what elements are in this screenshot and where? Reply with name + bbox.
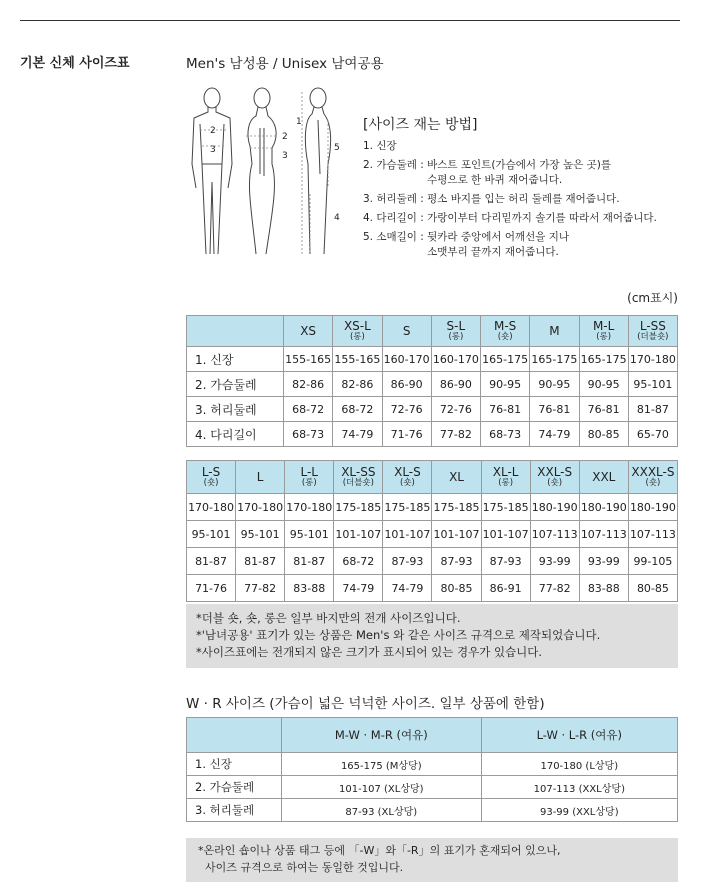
table-cell: 87-93 (383, 548, 432, 575)
figure-label: 1 (296, 117, 302, 127)
table-corner (187, 316, 284, 347)
size-header-main: XL-S (394, 465, 421, 479)
figure-label: 4 (334, 213, 340, 223)
table-cell: 90-95 (530, 372, 579, 397)
row-label: 2. 가슴둘레 (187, 372, 284, 397)
table-cell: 160-170 (382, 347, 431, 372)
row-label: 1. 신장 (187, 347, 284, 372)
table-cell: 90-95 (579, 372, 628, 397)
table-cell: 68-72 (334, 548, 383, 575)
table-cell: 93-99 (579, 548, 628, 575)
measurement-guide (363, 118, 657, 264)
size-header-sub: (롱) (498, 478, 514, 488)
table-cell: 77-82 (236, 575, 285, 602)
size-header (334, 461, 383, 494)
table-cell: 68-72 (333, 397, 382, 422)
size-header-main: S (402, 324, 411, 338)
size-header (284, 316, 333, 347)
table-cell: 107-113 (579, 521, 628, 548)
table-row (187, 575, 678, 602)
table-row (187, 548, 678, 575)
table-cell: 74-79 (530, 422, 579, 447)
table-cell: 83-88 (579, 575, 628, 602)
size-header (333, 316, 382, 347)
size-header-main: M-S (493, 319, 517, 333)
table-cell: 101-107 (383, 521, 432, 548)
measure-item: 2. 가슴둘레 : 바스트 포인트(가슴에서 가장 높은 곳)를 수평으로 한 바퀴 재어줍니다. (363, 159, 611, 186)
note-line: *사이즈표에는 전개되지 않은 크기가 표시되어 있는 경우가 있습니다. (196, 645, 543, 659)
size-header (432, 461, 481, 494)
size-header (382, 316, 431, 347)
size-header (481, 316, 530, 347)
table-cell: 74-79 (334, 575, 383, 602)
table-cell: 180-190 (628, 494, 677, 521)
table-cell: 170-180 (285, 494, 334, 521)
size-header-main: L-L (300, 465, 318, 479)
table-cell: 82-86 (333, 372, 382, 397)
table-cell: 71-76 (187, 575, 236, 602)
table-cell: 170-180 (L상당) (481, 753, 677, 776)
row-label: 3. 허리둘레 (187, 397, 284, 422)
table-cell: 101-107 (432, 521, 481, 548)
size-header: M-W · M-R (여유) (282, 718, 482, 753)
size-header-main: XL-L (492, 465, 519, 479)
table-cell: 155-165 (284, 347, 333, 372)
table-cell: 86-90 (382, 372, 431, 397)
table-cell: 101-107 (XL상당) (282, 776, 482, 799)
size-header-sub: (롱) (448, 332, 464, 342)
table-cell: 95-101 (285, 521, 334, 548)
size-header-sub: (롱) (349, 332, 365, 342)
size-table-subtitle: Men's 남성용 / Unisex 남여공용 (186, 56, 384, 72)
size-header (285, 461, 334, 494)
table-cell: 68-73 (481, 422, 530, 447)
size-header-main: S-L (446, 319, 466, 333)
table-cell: 107-113 (628, 521, 677, 548)
measure-item: 1. 신장 (363, 140, 397, 152)
size-header-sub: (더블숏) (637, 332, 669, 342)
table-row (187, 494, 678, 521)
size-header-main: XXL-S (537, 465, 573, 479)
table-cell: 81-87 (187, 548, 236, 575)
table-cell: 160-170 (431, 347, 480, 372)
table-row (187, 372, 678, 397)
table-row (187, 753, 678, 776)
table-cell: 175-185 (432, 494, 481, 521)
table-cell: 72-76 (431, 397, 480, 422)
table-cell: 81-87 (236, 548, 285, 575)
size-header-main: M (549, 324, 560, 338)
wr-notes (186, 838, 678, 882)
size-header: L-W · L-R (여유) (481, 718, 677, 753)
table-cell: 180-190 (579, 494, 628, 521)
size-table-main (186, 315, 678, 447)
size-header-sub: (숏) (203, 478, 219, 488)
table-cell: 80-85 (432, 575, 481, 602)
measure-item: 4. 다리길이 : 가랑이부터 다리밑까지 솔기를 따라서 재어줍니다. (363, 212, 657, 224)
size-header-sub: (숏) (547, 478, 563, 488)
size-header-main: XXXL-S (631, 465, 675, 479)
size-header-main: XXL (592, 470, 616, 484)
size-notes (186, 604, 678, 668)
table-cell: 82-86 (284, 372, 333, 397)
size-header (236, 461, 285, 494)
size-header-main: L-S (201, 465, 221, 479)
note-line: 사이즈 규격으로 하여는 동일한 것입니다. (198, 861, 404, 874)
measure-item: 5. 소매길이 : 뒷카라 중앙에서 어깨선을 지나 소맷부리 끝까지 재어줍니다. (363, 231, 570, 258)
table-cell: 101-107 (334, 521, 383, 548)
table-cell: 87-93 (XL상당) (282, 799, 482, 822)
table-cell: 76-81 (481, 397, 530, 422)
size-header (383, 461, 432, 494)
size-header (431, 316, 480, 347)
table-cell: 74-79 (333, 422, 382, 447)
table-cell: 74-79 (383, 575, 432, 602)
table-cell: 81-87 (285, 548, 334, 575)
wr-size-table (186, 717, 678, 822)
table-cell: 165-175 (530, 347, 579, 372)
table-cell: 77-82 (431, 422, 480, 447)
figure-label: 3 (210, 145, 216, 155)
size-header-sub: (숏) (497, 332, 513, 342)
size-header (481, 461, 530, 494)
size-header (530, 461, 579, 494)
table-cell: 107-113 (530, 521, 579, 548)
size-header (187, 461, 236, 494)
table-cell: 170-180 (236, 494, 285, 521)
figure-label: 2 (210, 126, 216, 136)
table-cell: 165-175 (579, 347, 628, 372)
table-cell: 175-185 (383, 494, 432, 521)
table-cell: 95-101 (187, 521, 236, 548)
size-header (579, 316, 628, 347)
table-header-row (187, 461, 678, 494)
table-cell: 86-90 (431, 372, 480, 397)
table-cell: 93-99 (530, 548, 579, 575)
table-cell: 95-101 (628, 372, 677, 397)
note-line: *'남녀공용' 표기가 있는 상품은 Men's 와 같은 사이즈 규격으로 제작되었습니다. (196, 628, 601, 642)
table-row (187, 776, 678, 799)
table-cell: 68-72 (284, 397, 333, 422)
table-cell: 175-185 (334, 494, 383, 521)
table-cell: 86-91 (481, 575, 530, 602)
table-cell: 170-180 (187, 494, 236, 521)
row-label: 2. 가슴둘레 (187, 776, 282, 799)
table-cell: 101-107 (481, 521, 530, 548)
table-cell: 71-76 (382, 422, 431, 447)
table-cell: 72-76 (382, 397, 431, 422)
note-line: *더블 숏, 숏, 롱은 일부 바지만의 전개 사이즈입니다. (196, 611, 461, 625)
size-header-main: XS (300, 324, 317, 338)
table-cell: 83-88 (285, 575, 334, 602)
table-cell: 87-93 (432, 548, 481, 575)
table-cell: 107-113 (XXL상당) (481, 776, 677, 799)
row-label: 4. 다리길이 (187, 422, 284, 447)
figure-label: 5 (334, 143, 340, 153)
table-cell: 77-82 (530, 575, 579, 602)
table-cell: 155-165 (333, 347, 382, 372)
table-header-row (187, 718, 678, 753)
table-cell: 80-85 (628, 575, 677, 602)
size-header-main: XS-L (343, 319, 371, 333)
table-row (187, 799, 678, 822)
size-header (530, 316, 579, 347)
size-header-main: XL-SS (341, 465, 376, 479)
table-row (187, 521, 678, 548)
table-cell: 99-105 (628, 548, 677, 575)
table-cell: 80-85 (579, 422, 628, 447)
size-header-main: M-L (592, 319, 615, 333)
table-cell: 165-175 (481, 347, 530, 372)
table-cell: 81-87 (628, 397, 677, 422)
table-cell: 68-73 (284, 422, 333, 447)
table-row (187, 347, 678, 372)
size-table-extended (186, 460, 678, 602)
unit-label: (cm표시) (627, 291, 678, 305)
table-cell: 175-185 (481, 494, 530, 521)
size-header-sub: (롱) (301, 478, 317, 488)
table-header-row (187, 316, 678, 347)
size-header-sub: (더블숏) (342, 478, 374, 488)
size-header-main: XL (449, 470, 464, 484)
table-cell: 65-70 (628, 422, 677, 447)
table-corner (187, 718, 282, 753)
size-header-sub: (숏) (400, 478, 415, 488)
figure-label: 2 (282, 132, 288, 142)
size-header-main: L-SS (639, 319, 666, 333)
table-cell: 76-81 (579, 397, 628, 422)
size-header (628, 316, 677, 347)
table-cell: 95-101 (236, 521, 285, 548)
figure-label: 3 (282, 151, 288, 161)
table-cell: 93-99 (XXL상당) (481, 799, 677, 822)
size-header-sub: (숏) (645, 478, 661, 488)
table-cell: 76-81 (530, 397, 579, 422)
row-label: 3. 허리둘레 (187, 799, 282, 822)
row-label: 1. 신장 (187, 753, 282, 776)
table-cell: 90-95 (481, 372, 530, 397)
measurement-guide-title: [사이즈 재는 방법] (363, 117, 478, 133)
section-title: 기본 신체 사이즈표 (20, 56, 130, 71)
body-measurement-illustration (186, 84, 350, 264)
measure-item: 3. 허리둘레 : 평소 바지를 입는 허리 둘레를 재어줍니다. (363, 193, 620, 205)
size-header-main: L (256, 470, 264, 484)
top-divider (20, 20, 680, 21)
table-row (187, 422, 678, 447)
table-cell: 180-190 (530, 494, 579, 521)
table-row (187, 397, 678, 422)
table-cell: 87-93 (481, 548, 530, 575)
table-cell: 170-180 (628, 347, 677, 372)
wr-size-title: W · R 사이즈 (가슴이 넓은 넉넉한 사이즈. 일부 상품에 한함) (186, 696, 545, 712)
note-line: *온라인 숍이나 상품 태그 등에 「-W」와「-R」의 표기가 혼재되어 있으나, (198, 844, 561, 857)
table-cell: 165-175 (M상당) (282, 753, 482, 776)
size-header-sub: (롱) (596, 332, 612, 342)
size-header (579, 461, 628, 494)
size-header (628, 461, 677, 494)
